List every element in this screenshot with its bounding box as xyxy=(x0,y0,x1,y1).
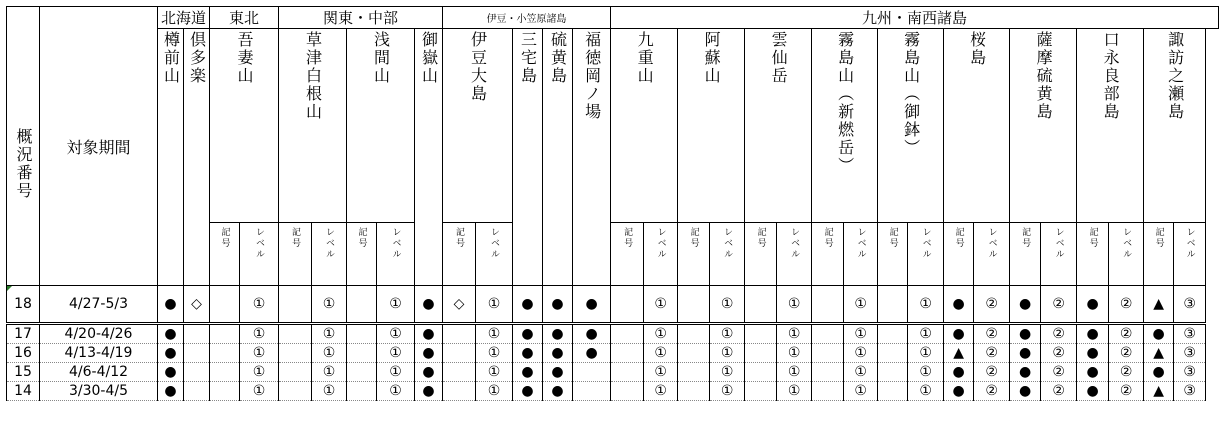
symbol-cell: ● xyxy=(573,286,611,324)
row-number: 15 xyxy=(7,363,40,382)
level-cell: ① xyxy=(240,382,279,401)
volcano-name: 御嶽山 xyxy=(419,31,439,85)
symbol-cell xyxy=(279,286,312,324)
level-cell: ① xyxy=(844,382,878,401)
sub-header-level xyxy=(312,223,347,286)
table-row xyxy=(7,324,1219,344)
symbol-cell: ● xyxy=(944,382,974,401)
sub-label-level: レベル xyxy=(324,227,335,260)
level-cell: ① xyxy=(710,324,745,344)
sub-header-level xyxy=(644,223,678,286)
symbol-cell xyxy=(878,363,908,382)
level-cell: ① xyxy=(476,344,513,363)
volcano-name: 諏訪之瀬島 xyxy=(1165,31,1185,121)
symbol-cell: ● xyxy=(543,382,573,401)
volcano-name: 樽前山 xyxy=(161,31,181,85)
table-row xyxy=(7,286,1219,324)
volcano-name: 霧島山（御鉢） xyxy=(901,31,921,157)
symbol-cell xyxy=(279,344,312,363)
sub-header-kigo xyxy=(210,223,240,286)
level-cell: ① xyxy=(777,363,812,382)
symbol-cell: ● xyxy=(513,344,543,363)
symbol-cell: ● xyxy=(1077,382,1109,401)
level-cell: ① xyxy=(377,344,415,363)
sub-label-level: レベル xyxy=(986,227,997,260)
volcano-name-cell xyxy=(812,29,878,223)
level-cell: ① xyxy=(240,286,279,324)
level-cell: ① xyxy=(777,286,812,324)
sub-header-kigo xyxy=(443,223,476,286)
symbol-cell: ● xyxy=(543,363,573,382)
symbol-cell xyxy=(210,363,240,382)
level-cell: ① xyxy=(908,324,944,344)
volcano-name: 倶多楽 xyxy=(187,31,207,85)
volcano-name: 硫黄島 xyxy=(548,31,568,85)
level-cell: ② xyxy=(1041,363,1077,382)
level-cell: ① xyxy=(908,286,944,324)
symbol-cell xyxy=(347,324,377,344)
volcano-name: 九重山 xyxy=(635,31,655,85)
symbol-cell xyxy=(443,344,476,363)
region-header: 東北 xyxy=(210,7,279,29)
symbol-cell: ● xyxy=(415,324,443,344)
region-header: 北海道 xyxy=(158,7,210,29)
symbol-cell: ● xyxy=(543,286,573,324)
symbol-cell xyxy=(573,363,611,382)
sub-header-kigo xyxy=(1077,223,1109,286)
symbol-cell xyxy=(347,363,377,382)
level-cell: ① xyxy=(710,286,745,324)
symbol-cell xyxy=(745,363,777,382)
symbol-cell xyxy=(745,382,777,401)
level-cell: ① xyxy=(240,363,279,382)
level-cell: ② xyxy=(974,286,1010,324)
symbol-cell: ● xyxy=(158,286,184,324)
symbol-cell xyxy=(611,324,644,344)
sub-header-level xyxy=(974,223,1010,286)
row-number: 18 xyxy=(7,286,40,324)
symbol-cell: ● xyxy=(1077,344,1109,363)
no-header-label: 概況番号 xyxy=(14,128,33,200)
level-cell: ② xyxy=(1109,324,1144,344)
row-period: 4/20-4/26 xyxy=(40,324,158,344)
sub-label-kigo: 記号 xyxy=(887,227,898,249)
row-period: 4/13-4/19 xyxy=(40,344,158,363)
symbol-cell xyxy=(279,363,312,382)
volcano-name-cell xyxy=(158,29,184,286)
volcano-name: 福徳岡ノ場 xyxy=(582,31,602,121)
volcano-name: 雲仙岳 xyxy=(769,31,789,85)
sub-header-level xyxy=(908,223,944,286)
symbol-cell: ● xyxy=(944,286,974,324)
symbol-cell xyxy=(347,344,377,363)
symbol-cell xyxy=(745,286,777,324)
symbol-cell xyxy=(443,382,476,401)
level-cell: ① xyxy=(476,286,513,324)
level-cell: ② xyxy=(1041,324,1077,344)
level-cell: ① xyxy=(644,286,678,324)
symbol-cell xyxy=(184,382,210,401)
symbol-cell xyxy=(443,324,476,344)
symbol-cell: ● xyxy=(1144,363,1174,382)
level-cell: ② xyxy=(974,382,1010,401)
level-cell: ① xyxy=(908,382,944,401)
sub-label-level: レベル xyxy=(789,227,800,260)
sub-header-level xyxy=(1041,223,1077,286)
sub-label-level: レベル xyxy=(1184,227,1195,260)
volcano-name: 薩摩硫黄島 xyxy=(1034,31,1054,121)
symbol-cell: ● xyxy=(415,344,443,363)
volcano-name: 吾妻山 xyxy=(235,31,255,85)
volcano-name: 伊豆大島 xyxy=(468,31,488,103)
symbol-cell: ▲ xyxy=(1144,344,1174,363)
symbol-cell: ● xyxy=(944,324,974,344)
table-row xyxy=(7,363,1219,382)
level-cell: ① xyxy=(644,363,678,382)
symbol-cell xyxy=(745,324,777,344)
symbol-cell xyxy=(184,363,210,382)
sub-label-level: レベル xyxy=(920,227,931,260)
symbol-cell xyxy=(279,324,312,344)
sub-header-kigo xyxy=(812,223,844,286)
symbol-cell: ◇ xyxy=(443,286,476,324)
period-header-cell: 対象期間 xyxy=(40,7,158,286)
sub-header-kigo xyxy=(678,223,710,286)
volcano-name: 浅間山 xyxy=(371,31,391,85)
no-header-cell xyxy=(7,7,40,286)
symbol-cell: ● xyxy=(158,363,184,382)
symbol-cell: ● xyxy=(573,324,611,344)
volcano-name-cell xyxy=(347,29,415,223)
symbol-cell xyxy=(812,344,844,363)
symbol-cell: ● xyxy=(513,324,543,344)
level-cell: ① xyxy=(312,286,347,324)
volcano-name-cell xyxy=(573,29,611,286)
symbol-cell: ● xyxy=(1010,382,1041,401)
sub-header-kigo xyxy=(1144,223,1174,286)
symbol-cell xyxy=(812,363,844,382)
symbol-cell xyxy=(279,382,312,401)
volcano-name-cell xyxy=(1077,29,1144,223)
symbol-cell: ● xyxy=(573,344,611,363)
volcano-name-cell xyxy=(543,29,573,286)
sub-header-kigo xyxy=(279,223,312,286)
sub-label-kigo: 記号 xyxy=(219,227,230,249)
volcano-name-cell xyxy=(279,29,347,223)
sub-label-kigo: 記号 xyxy=(688,227,699,249)
region-header: 関東・中部 xyxy=(279,7,443,29)
volcano-name: 霧島山（新燃岳） xyxy=(835,31,855,175)
sub-header-kigo xyxy=(347,223,377,286)
level-cell: ① xyxy=(710,382,745,401)
level-cell: ① xyxy=(844,286,878,324)
sub-header-level xyxy=(777,223,812,286)
sub-label-kigo: 記号 xyxy=(822,227,833,249)
symbol-cell: ● xyxy=(158,382,184,401)
symbol-cell: ● xyxy=(1077,363,1109,382)
volcano-name-cell xyxy=(745,29,812,223)
row-period: 4/6-4/12 xyxy=(40,363,158,382)
sub-label-kigo: 記号 xyxy=(1020,227,1031,249)
symbol-cell: ▲ xyxy=(944,344,974,363)
symbol-cell xyxy=(678,382,710,401)
level-cell: ① xyxy=(312,363,347,382)
level-cell: ① xyxy=(476,382,513,401)
level-cell: ① xyxy=(777,344,812,363)
level-cell: ① xyxy=(312,344,347,363)
symbol-cell xyxy=(678,363,710,382)
sub-header-level xyxy=(476,223,513,286)
sub-header-level xyxy=(1174,223,1206,286)
sub-label-kigo: 記号 xyxy=(1153,227,1164,249)
level-cell: ① xyxy=(777,382,812,401)
level-cell: ① xyxy=(240,324,279,344)
level-cell: ③ xyxy=(1174,286,1206,324)
level-cell: ① xyxy=(312,324,347,344)
symbol-cell xyxy=(210,344,240,363)
level-cell: ② xyxy=(1109,286,1144,324)
level-cell: ① xyxy=(476,324,513,344)
sub-label-level: レベル xyxy=(1053,227,1064,260)
sub-label-level: レベル xyxy=(489,227,500,260)
level-cell: ③ xyxy=(1174,382,1206,401)
level-cell: ② xyxy=(974,363,1010,382)
symbol-cell xyxy=(745,344,777,363)
table-row xyxy=(7,382,1219,401)
sub-label-level: レベル xyxy=(390,227,401,260)
sub-header-level xyxy=(1109,223,1144,286)
symbol-cell: ● xyxy=(415,382,443,401)
symbol-cell xyxy=(812,324,844,344)
sub-label-kigo: 記号 xyxy=(454,227,465,249)
volcano-name: 三宅島 xyxy=(518,31,538,85)
symbol-cell: ● xyxy=(1010,324,1041,344)
level-cell: ① xyxy=(240,344,279,363)
symbol-cell: ● xyxy=(1010,286,1041,324)
volcano-name-cell xyxy=(443,29,513,223)
sub-label-kigo: 記号 xyxy=(622,227,633,249)
row-number: 16 xyxy=(7,344,40,363)
level-cell: ① xyxy=(844,363,878,382)
symbol-cell: ● xyxy=(158,324,184,344)
symbol-cell: ● xyxy=(543,324,573,344)
symbol-cell xyxy=(678,286,710,324)
row-number: 14 xyxy=(7,382,40,401)
level-cell: ① xyxy=(377,363,415,382)
sub-label-level: レベル xyxy=(254,227,265,260)
sub-label-kigo: 記号 xyxy=(1087,227,1098,249)
sub-label-kigo: 記号 xyxy=(290,227,301,249)
level-cell: ③ xyxy=(1174,324,1206,344)
level-cell: ③ xyxy=(1174,344,1206,363)
level-cell: ① xyxy=(377,324,415,344)
volcano-name-cell xyxy=(878,29,944,223)
symbol-cell: ● xyxy=(415,286,443,324)
level-cell: ① xyxy=(908,344,944,363)
region-header: 伊豆・小笠原諸島 xyxy=(443,7,611,29)
symbol-cell xyxy=(347,286,377,324)
symbol-cell: ● xyxy=(415,363,443,382)
volcano-status-table xyxy=(6,6,1219,401)
sub-label-kigo: 記号 xyxy=(953,227,964,249)
level-cell: ② xyxy=(1109,382,1144,401)
region-header: 九州・南西諸島 xyxy=(611,7,1219,29)
level-cell: ② xyxy=(1109,363,1144,382)
symbol-cell: ● xyxy=(1010,363,1041,382)
sub-label-kigo: 記号 xyxy=(755,227,766,249)
sub-label-level: レベル xyxy=(722,227,733,260)
sub-header-kigo xyxy=(878,223,908,286)
symbol-cell: ● xyxy=(513,363,543,382)
symbol-cell xyxy=(210,286,240,324)
symbol-cell xyxy=(812,382,844,401)
sub-label-level: レベル xyxy=(655,227,666,260)
table-row xyxy=(7,344,1219,363)
volcano-name-cell xyxy=(678,29,745,223)
level-cell: ① xyxy=(844,324,878,344)
volcano-name-cell xyxy=(513,29,543,286)
volcano-name: 草津白根山 xyxy=(303,31,323,121)
level-cell: ② xyxy=(974,324,1010,344)
symbol-cell xyxy=(210,382,240,401)
symbol-cell: ● xyxy=(1077,286,1109,324)
volcano-name-cell xyxy=(1144,29,1206,223)
level-cell: ② xyxy=(1041,382,1077,401)
symbol-cell xyxy=(184,324,210,344)
symbol-cell: ● xyxy=(1144,324,1174,344)
symbol-cell xyxy=(573,382,611,401)
sub-label-level: レベル xyxy=(855,227,866,260)
symbol-cell xyxy=(878,382,908,401)
level-cell: ① xyxy=(844,344,878,363)
level-cell: ② xyxy=(1041,286,1077,324)
level-cell: ① xyxy=(710,344,745,363)
level-cell: ① xyxy=(644,344,678,363)
sub-header-level xyxy=(240,223,279,286)
symbol-cell: ◇ xyxy=(184,286,210,324)
symbol-cell xyxy=(210,324,240,344)
row-period: 3/30-4/5 xyxy=(40,382,158,401)
symbol-cell xyxy=(347,382,377,401)
sub-header-level xyxy=(710,223,745,286)
symbol-cell xyxy=(611,363,644,382)
level-cell: ① xyxy=(644,324,678,344)
symbol-cell: ▲ xyxy=(1144,286,1174,324)
level-cell: ① xyxy=(777,324,812,344)
symbol-cell xyxy=(878,286,908,324)
volcano-name-cell xyxy=(415,29,443,286)
symbol-cell xyxy=(678,344,710,363)
sub-header-kigo xyxy=(611,223,644,286)
sub-header-kigo xyxy=(745,223,777,286)
symbol-cell xyxy=(878,344,908,363)
sub-label-kigo: 記号 xyxy=(356,227,367,249)
level-cell: ① xyxy=(312,382,347,401)
symbol-cell xyxy=(184,344,210,363)
volcano-name: 桜島 xyxy=(967,31,987,67)
volcano-name: 阿蘇山 xyxy=(702,31,722,85)
symbol-cell: ● xyxy=(1077,324,1109,344)
symbol-cell xyxy=(611,382,644,401)
sub-label-level: レベル xyxy=(1121,227,1132,260)
sub-header-level xyxy=(377,223,415,286)
symbol-cell: ● xyxy=(513,286,543,324)
level-cell: ① xyxy=(377,382,415,401)
level-cell: ② xyxy=(1109,344,1144,363)
symbol-cell xyxy=(812,286,844,324)
level-cell: ① xyxy=(644,382,678,401)
level-cell: ② xyxy=(1041,344,1077,363)
level-cell: ① xyxy=(377,286,415,324)
symbol-cell xyxy=(443,363,476,382)
volcano-name-cell xyxy=(210,29,279,223)
symbol-cell xyxy=(678,324,710,344)
level-cell: ① xyxy=(476,363,513,382)
row-number: 17 xyxy=(7,324,40,344)
symbol-cell xyxy=(878,324,908,344)
row-period: 4/27-5/3 xyxy=(40,286,158,324)
volcano-name-cell xyxy=(184,29,210,286)
level-cell: ③ xyxy=(1174,363,1206,382)
symbol-cell xyxy=(611,344,644,363)
symbol-cell: ● xyxy=(543,344,573,363)
volcano-name-cell xyxy=(1010,29,1077,223)
sub-header-kigo xyxy=(944,223,974,286)
sub-header-level xyxy=(844,223,878,286)
symbol-cell xyxy=(611,286,644,324)
level-cell: ① xyxy=(908,363,944,382)
volcano-name: 口永良部島 xyxy=(1101,31,1121,121)
volcano-name-cell xyxy=(944,29,1010,223)
level-cell: ② xyxy=(974,344,1010,363)
symbol-cell: ▲ xyxy=(1144,382,1174,401)
symbol-cell: ● xyxy=(1010,344,1041,363)
symbol-cell: ● xyxy=(513,382,543,401)
symbol-cell: ● xyxy=(944,363,974,382)
sub-header-kigo xyxy=(1010,223,1041,286)
level-cell: ① xyxy=(710,363,745,382)
volcano-name-cell xyxy=(611,29,678,223)
symbol-cell: ● xyxy=(158,344,184,363)
